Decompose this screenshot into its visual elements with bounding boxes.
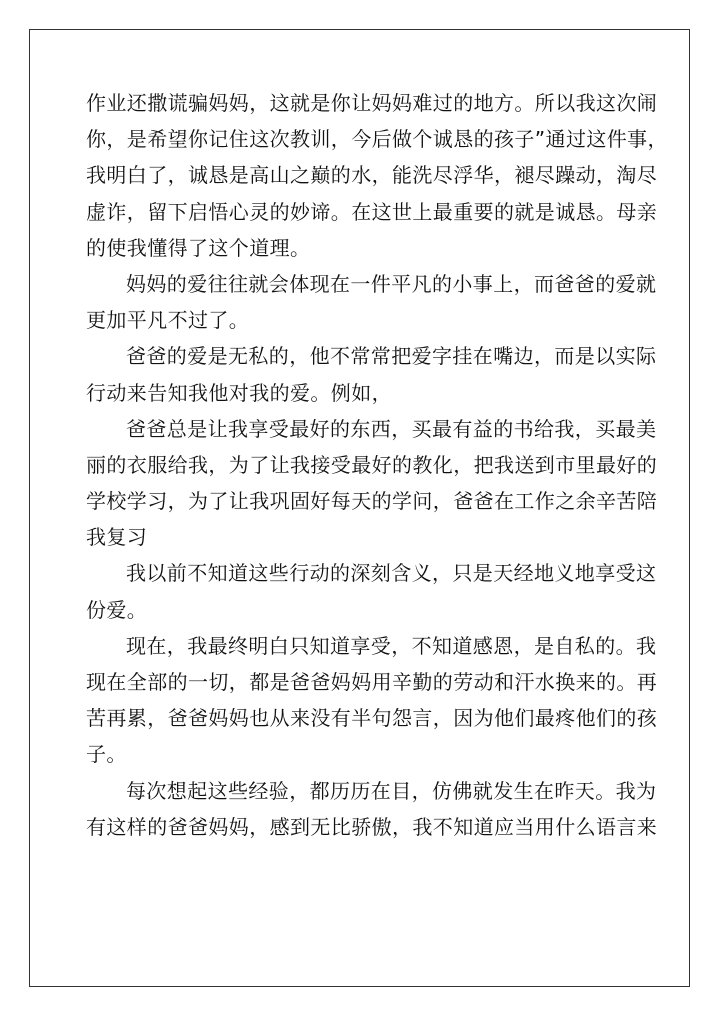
text-line: 作业还撒谎骗妈妈，这就是你让妈妈难过的地方。所以我这次闹 xyxy=(86,91,658,115)
text-line: 我复习 xyxy=(86,525,148,550)
text-line: 现在全部的一切，都是爸爸妈妈用辛勤的劳动和汗水换来的。再 xyxy=(86,670,658,694)
text-line: 份爱。 xyxy=(86,597,148,622)
text-line: 我明白了，诚恳是高山之巅的水，能洗尽浮华，褪尽躁动，淘尽 xyxy=(86,163,658,188)
paragraph-start-line: 妈妈的爱往往就会体现在一件平凡的小事上，而爸爸的爱就 xyxy=(126,271,657,296)
essay-body xyxy=(86,85,668,845)
text-line: 子。 xyxy=(86,742,127,767)
text-line: 更加平凡不过了。 xyxy=(86,308,250,333)
text-line: 你，是希望你记住这次教训，今后做个诚恳的孩子”通过这件事， xyxy=(86,127,668,152)
text-line: 行动来告知我他对我的爱。例如， xyxy=(86,380,392,405)
paragraph-start-line: 爸爸的爱是无私的，他不常常把爱字挂在嘴边，而是以实际 xyxy=(126,344,657,369)
text-line: 苦再累，爸爸妈妈也从来没有半句怨言，因为他们最疼他们的孩 xyxy=(86,706,658,731)
text-line: 丽的衣服给我，为了让我接受最好的教化，把我送到市里最好的 xyxy=(86,452,658,477)
text-line: 学校学习，为了让我巩固好每天的学问，爸爸在工作之余辛苦陪 xyxy=(86,489,658,514)
paragraph-start-line: 现在，我最终明白只知道享受，不知道感恩，是自私的。我 xyxy=(126,633,657,658)
paragraph-start-line: 爸爸总是让我享受最好的东西，买最有益的书给我，买最美 xyxy=(126,416,657,441)
paragraph-start-line: 我以前不知道这些行动的深刻含义，只是天经地义地享受这 xyxy=(126,561,657,586)
text-line: 的使我懂得了这个道理。 xyxy=(86,235,311,260)
paragraph-start-line: 每次想起这些经验，都历历在目，仿佛就发生在昨天。我为 xyxy=(126,778,657,803)
text-line: 有这样的爸爸妈妈，感到无比骄傲，我不知道应当用什么语言来 xyxy=(86,814,658,839)
text-line: 虚诈，留下启悟心灵的妙谛。在这世上最重要的就是诚恳。母亲 xyxy=(86,199,658,224)
